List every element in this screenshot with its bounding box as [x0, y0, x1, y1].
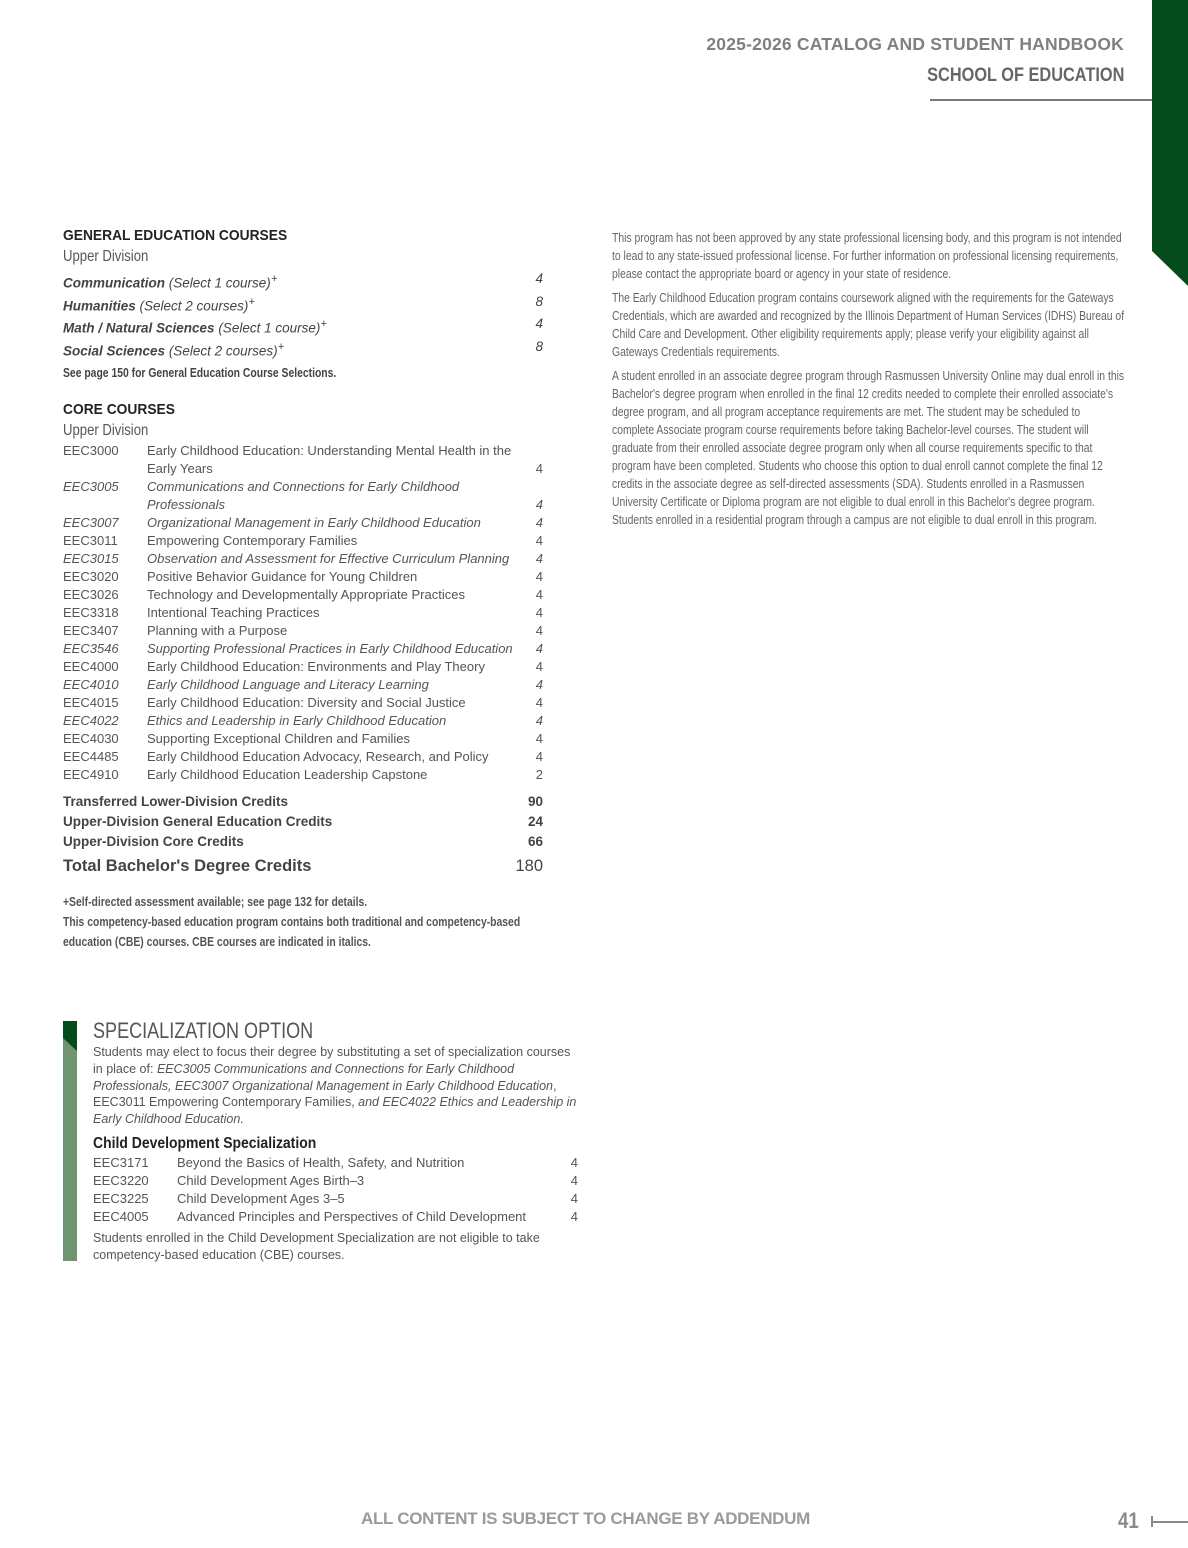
course-code: EEC3020	[63, 569, 119, 584]
course-row	[63, 514, 543, 532]
page-number: 41	[1118, 1508, 1139, 1533]
cbe-footnote-line2: education (CBE) courses. CBE courses are indicated in italics.	[63, 935, 371, 949]
course-title: Early Childhood Education: Environments and Play Theory	[147, 659, 485, 674]
general-education-list	[63, 268, 543, 358]
grand-total-row	[63, 853, 543, 879]
course-title: Organizational Management in Early Childhood Education	[147, 515, 481, 530]
course-row	[63, 442, 543, 478]
course-title: Observation and Assessment for Effective Curriculum Planning	[147, 551, 510, 566]
course-credits: 4	[535, 623, 543, 638]
course-title: Early Childhood Language and Literacy Learning	[147, 677, 429, 692]
total-value: 24	[527, 814, 543, 829]
course-credits: 4	[535, 551, 543, 566]
course-credits: 4	[535, 497, 543, 512]
course-credits: 4	[570, 1208, 578, 1224]
course-code: EEC4005	[93, 1208, 149, 1224]
sda-mark: +	[277, 340, 285, 353]
course-credits: 4	[535, 569, 543, 584]
course-code: EEC3005	[63, 479, 119, 494]
specialization-subheading: Child Development Specialization	[93, 1134, 317, 1152]
ge-category: Humanities	[63, 298, 136, 313]
course-credits: 2	[535, 767, 543, 782]
total-label: Upper-Division General Education Credits	[63, 814, 333, 829]
total-label: Upper-Division Core Credits	[63, 834, 244, 849]
course-row	[63, 712, 543, 730]
course-code: EEC4030	[63, 731, 119, 746]
course-credits: 4	[535, 641, 543, 656]
ge-credits: 8	[535, 293, 543, 309]
specialization-description	[93, 1044, 578, 1128]
course-title: Technology and Developmentally Appropriate Practices	[147, 587, 465, 602]
course-title: Early Childhood Education Leadership Capstone	[147, 767, 428, 782]
sda-mark: +	[320, 318, 327, 330]
specialization-course-row	[93, 1154, 578, 1172]
sda-mark: +	[248, 295, 255, 308]
course-row	[63, 532, 543, 550]
ge-category: Social Sciences	[63, 343, 166, 358]
course-credits: 4	[535, 731, 543, 746]
specialization-accent-bar	[63, 1021, 77, 1261]
header-divider	[930, 99, 1152, 101]
licensing-disclosure: This program has not been approved by any state professional licensing body, and this program is not intended to lead to any state-issued professional license. For further information on professional licensing requirements, please contact the appropriate board or agency in your state of residence.	[612, 231, 1122, 281]
sda-footnote: +Self-directed assessment available; see page 132 for details.	[63, 895, 368, 909]
course-credits: 4	[535, 533, 543, 548]
desc-text: Students may elect to focus their degree by substituting a set of specialization courses in place of:	[93, 1045, 571, 1076]
addendum-disclaimer: ALL CONTENT IS SUBJECT TO CHANGE BY ADDENDUM	[361, 1509, 810, 1528]
course-credits: 4	[535, 677, 543, 692]
course-credits: 4	[535, 515, 543, 530]
total-row	[63, 832, 543, 852]
course-credits: 4	[535, 713, 543, 728]
course-title: Supporting Professional Practices in Early Childhood Education	[147, 641, 513, 656]
course-code: EEC3015	[63, 551, 119, 566]
course-credits: 4	[535, 695, 543, 710]
core-courses-division: Upper Division	[63, 422, 149, 439]
course-row	[63, 676, 543, 694]
grand-total-label: Total Bachelor's Degree Credits	[63, 857, 312, 875]
course-title: Early Childhood Education: Diversity and Social Justice	[147, 695, 466, 710]
sda-mark: +	[270, 273, 278, 285]
course-code: EEC3220	[93, 1172, 149, 1188]
catalog-title: 2025-2026 CATALOG AND STUDENT HANDBOOK	[706, 34, 1124, 54]
program-disclosures	[612, 229, 1124, 535]
course-title: Supporting Exceptional Children and Families	[147, 731, 411, 746]
course-title: Advanced Principles and Perspectives of Child Development	[177, 1208, 527, 1224]
ge-category: Communication	[63, 275, 166, 291]
ge-row	[63, 268, 543, 291]
course-row	[63, 640, 543, 658]
desc-italic: and EEC4022 Ethics and Leadership in Early Childhood Education.	[93, 1095, 577, 1127]
course-code: EEC3546	[63, 641, 119, 656]
course-title: Communications and Connections for Early Childhood Professionals	[147, 479, 460, 512]
course-credits: 4	[535, 659, 543, 674]
specialization-note: Students enrolled in the Child Development Specialization are not eligible to take competency-based education (CBE) courses.	[93, 1230, 540, 1262]
general-education-division: Upper Division	[63, 248, 149, 265]
course-code: EEC4485	[63, 749, 119, 764]
course-code: EEC4000	[63, 659, 119, 674]
ge-row	[63, 291, 543, 314]
course-title: Child Development Ages Birth–3	[177, 1172, 365, 1188]
ge-credits: 4	[535, 271, 543, 286]
course-row	[63, 730, 543, 748]
total-value: 90	[527, 794, 543, 809]
ge-select: (Select 2 courses)	[165, 343, 278, 358]
course-row	[63, 748, 543, 766]
ge-select: (Select 2 courses)	[135, 298, 249, 313]
ge-row	[63, 313, 543, 336]
course-code: EEC3011	[63, 533, 118, 548]
course-title: Child Development Ages 3–5	[177, 1190, 345, 1206]
course-title: Early Childhood Education: Understanding Mental Health in the Early Years	[147, 443, 512, 476]
course-title: Early Childhood Education Advocacy, Research, and Policy	[147, 749, 489, 764]
ge-row	[63, 336, 543, 359]
ge-select: (Select 1 course)	[214, 320, 321, 336]
general-education-heading: GENERAL EDUCATION COURSES	[63, 227, 288, 244]
course-row	[63, 622, 543, 640]
ge-select: (Select 1 course)	[165, 275, 271, 291]
desc-text: , EEC3011 Empowering Contemporary Families,	[93, 1078, 557, 1110]
course-code: EEC3171	[93, 1154, 149, 1170]
course-code: EEC4022	[63, 713, 119, 728]
course-code: EEC3000	[63, 443, 119, 458]
total-row	[63, 792, 543, 812]
program-requirements	[63, 226, 543, 951]
section-tab-marker	[1152, 0, 1188, 286]
course-credits: 4	[535, 461, 543, 476]
course-credits: 4	[535, 749, 543, 764]
specialization-course-row	[93, 1190, 578, 1208]
course-code: EEC3026	[63, 587, 119, 602]
accent-bar-cap	[63, 1021, 77, 1051]
course-title: Beyond the Basics of Health, Safety, and Nutrition	[177, 1154, 465, 1170]
course-credits: 4	[535, 605, 543, 620]
core-course-list	[63, 442, 543, 784]
course-code: EEC4015	[63, 695, 119, 710]
course-row	[63, 478, 543, 514]
ge-credits: 8	[535, 338, 543, 354]
total-row	[63, 812, 543, 832]
page-marker-line	[1151, 1521, 1188, 1523]
total-label: Transferred Lower-Division Credits	[63, 794, 289, 809]
course-title: Empowering Contemporary Families	[147, 533, 358, 548]
course-credits: 4	[535, 587, 543, 602]
course-title: Planning with a Purpose	[147, 623, 288, 638]
course-credits: 4	[570, 1154, 578, 1170]
footnotes	[63, 893, 623, 951]
course-title: Positive Behavior Guidance for Young Children	[147, 569, 418, 584]
desc-italic: EEC3005 Communications and Connections for Early Childhood Professionals, EEC3007 Organizational Management in Early Childhood Education	[93, 1061, 553, 1093]
ge-credits: 4	[535, 316, 543, 331]
course-row	[63, 658, 543, 676]
course-row	[63, 550, 543, 568]
course-code: EEC4010	[63, 677, 119, 692]
course-title: Ethics and Leadership in Early Childhood Education	[147, 713, 447, 728]
dual-enrollment-disclosure: A student enrolled in an associate degree program through Rasmussen University Online may dual enroll in this Bachelor's degree program when enrolled in the final 12 credits needed to complete their enrolled associate's degree program, and all program acceptance requirements are met. The student may be scheduled to complete Associate program course requirements before taking Bachelor-level courses. The student will graduate from their enrolled associate degree program only when all course requirements specific to that program have been completed. Students who choose this option to dual enroll cannot complete the final 12 credits in the associate degree as self-directed assessments (SDA). Students enrolled in a Rasmussen University Certificate or Diploma program are not eligible to dual enroll in this Bachelor's degree program. Students enrolled in a residential program through a campus are not eligible to dual enroll in this program.	[612, 369, 1125, 527]
gateways-disclosure: The Early Childhood Education program contains coursework aligned with the requirements for the Gateways Credentials, which are awarded and recognized by the Illinois Department of Human Services (IDHS) Bureau of Child Care and Development. Other eligibility requirements apply; please verify your eligibility against all Gateways Credentials requirements.	[612, 291, 1125, 359]
course-title: Intentional Teaching Practices	[147, 605, 320, 620]
course-code: EEC3407	[63, 623, 119, 638]
course-row	[63, 568, 543, 586]
course-credits: 4	[570, 1172, 578, 1188]
specialization-course-list	[93, 1154, 578, 1226]
total-value: 66	[527, 834, 543, 849]
course-code: EEC4910	[63, 767, 119, 782]
course-row	[63, 604, 543, 622]
course-code: EEC3007	[63, 515, 119, 530]
specialization-course-row	[93, 1172, 578, 1190]
core-courses-heading: CORE COURSES	[63, 401, 175, 418]
course-row	[63, 766, 543, 784]
course-row	[63, 586, 543, 604]
course-row	[63, 694, 543, 712]
cbe-footnote-line1: This competency-based education program contains both traditional and competency-based	[63, 915, 521, 929]
school-title: SCHOOL OF EDUCATION	[926, 65, 1124, 86]
ge-category: Math / Natural Sciences	[63, 320, 215, 336]
course-code: EEC3225	[93, 1190, 149, 1206]
ge-selection-note: See page 150 for General Education Course Selections.	[63, 366, 337, 380]
specialization-option	[93, 1018, 578, 1264]
specialization-course-row	[93, 1208, 578, 1226]
specialization-title: SPECIALIZATION OPTION	[93, 1018, 314, 1043]
course-credits: 4	[570, 1190, 578, 1206]
course-code: EEC3318	[63, 605, 119, 620]
grand-total-value: 180	[515, 857, 543, 875]
credit-totals	[63, 792, 543, 879]
